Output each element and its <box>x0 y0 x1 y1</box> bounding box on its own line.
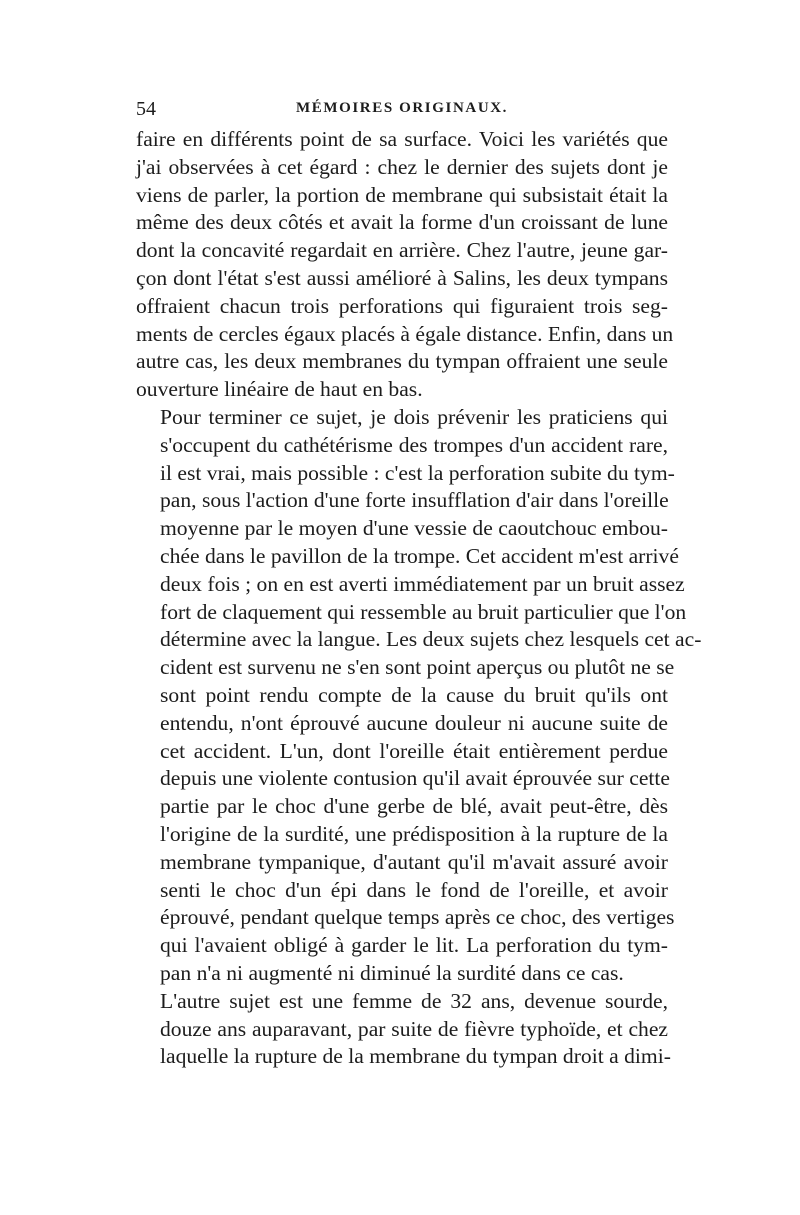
text-line: ments de cercles égaux placés à égale distance. Enfin, dans un <box>136 321 674 346</box>
text-line: détermine avec la langue. Les deux sujets chez lesquels cet ac- <box>160 627 702 652</box>
text-line: l'origine de la surdité, une prédisposition à la rupture de la <box>160 821 668 846</box>
text-line: pan, sous l'action d'une forte insufflation d'air dans l'oreille <box>160 488 669 513</box>
text-line: ouverture linéaire de haut en bas. <box>136 377 423 402</box>
text-line: cident est survenu ne s'en sont point aperçus ou plutôt ne se <box>160 655 675 680</box>
text-line: il est vrai, mais possible : c'est la perforation subite du tym- <box>160 460 675 485</box>
paragraph-2 <box>136 404 702 988</box>
text-line: autre cas, les deux membranes du tympan offraient une seule <box>136 349 668 374</box>
text-line: offraient chacun trois perforations qui figuraient trois seg- <box>136 293 668 318</box>
text-line: j'ai observées à cet égard : chez le dernier des sujets dont je <box>136 154 668 179</box>
text-line: L'autre sujet est une femme de 32 ans, devenue sourde, <box>160 988 668 1013</box>
text-line: laquelle la rupture de la membrane du tympan droit a dimi- <box>160 1044 671 1069</box>
text-line: entendu, n'ont éprouvé aucune douleur ni aucune suite de <box>160 710 668 735</box>
text-line: moyenne par le moyen d'une vessie de caoutchouc embou- <box>160 516 668 541</box>
text-line: qui l'avaient obligé à garder le lit. La perforation du tym- <box>160 933 668 958</box>
paragraph-3 <box>136 988 671 1071</box>
text-line: chée dans le pavillon de la trompe. Cet accident m'est arrivé <box>160 543 679 568</box>
text-line: deux fois ; on en est averti immédiatement par un bruit assez <box>160 571 685 596</box>
text-line: cet accident. L'un, dont l'oreille était entièrement perdue <box>160 738 668 763</box>
text-line: dont la concavité regardait en arrière. Chez l'autre, jeune gar- <box>136 238 668 263</box>
text-line: çon dont l'état s'est aussi amélioré à Salins, les deux tympans <box>136 265 668 290</box>
text-line: pan n'a ni augmenté ni diminué la surdité dans ce cas. <box>160 960 624 985</box>
running-header <box>136 98 668 126</box>
paragraph-1 <box>136 126 674 404</box>
running-title: MÉMOIRES ORIGINAUX. <box>295 100 509 116</box>
book-page <box>136 98 702 1071</box>
text-line: partie par le choc d'une gerbe de blé, avait peut-être, dès <box>160 794 668 819</box>
text-line: senti le choc d'un épi dans le fond de l'oreille, et avoir <box>160 877 668 902</box>
text-line: douze ans auparavant, par suite de fièvre typhoïde, et chez <box>160 1016 668 1041</box>
text-line: depuis une violente contusion qu'il avait éprouvée sur cette <box>160 766 670 791</box>
text-line: s'occupent du cathétérisme des trompes d'un accident rare, <box>160 432 668 457</box>
text-line: fort de claquement qui ressemble au bruit particulier que l'on <box>160 599 687 624</box>
text-line: viens de parler, la portion de membrane qui subsistait était la <box>136 182 668 207</box>
text-line: Pour terminer ce sujet, je dois prévenir les praticiens qui <box>160 404 668 429</box>
text-line: membrane tympanique, d'autant qu'il m'avait assuré avoir <box>160 849 668 874</box>
page-number: 54 <box>136 98 156 120</box>
text-line: sont point rendu compte de la cause du bruit qu'ils ont <box>160 682 668 707</box>
text-line: éprouvé, pendant quelque temps après ce choc, des vertiges <box>160 905 675 930</box>
text-line: même des deux côtés et avait la forme d'un croissant de lune <box>136 210 668 235</box>
text-line: faire en différents point de sa surface. Voici les variétés que <box>136 127 668 151</box>
body-text <box>136 126 702 1071</box>
